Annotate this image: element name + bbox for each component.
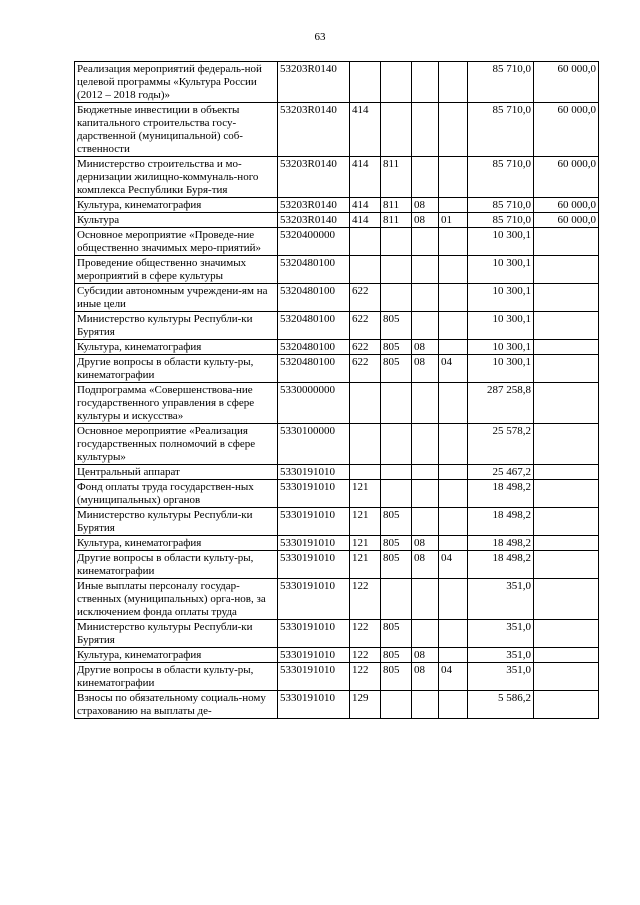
table-row xyxy=(75,62,599,103)
row-grbs-cell: 805 xyxy=(381,340,412,355)
row-csr-cell: 5330191010 xyxy=(278,691,350,719)
row-vr-cell: 122 xyxy=(350,648,381,663)
table-row xyxy=(75,228,599,256)
row-sum2-cell xyxy=(534,551,599,579)
row-grbs-cell xyxy=(381,465,412,480)
row-rz-cell xyxy=(412,691,439,719)
row-vr-cell: 122 xyxy=(350,620,381,648)
row-csr-cell: 5320480100 xyxy=(278,312,350,340)
row-grbs-cell: 805 xyxy=(381,551,412,579)
table-row xyxy=(75,648,599,663)
row-name-cell: Министерство культуры Республи-ки Бурятия xyxy=(75,508,278,536)
row-name-cell: Фонд оплаты труда государствен-ных (муниципальных) органов xyxy=(75,480,278,508)
row-pr-cell xyxy=(439,198,468,213)
row-pr-cell: 04 xyxy=(439,355,468,383)
row-sum2-cell xyxy=(534,284,599,312)
row-vr-cell: 121 xyxy=(350,551,381,579)
row-vr-cell xyxy=(350,228,381,256)
row-pr-cell xyxy=(439,228,468,256)
row-rz-cell: 08 xyxy=(412,198,439,213)
row-vr-cell xyxy=(350,424,381,465)
row-vr-cell: 414 xyxy=(350,157,381,198)
row-rz-cell xyxy=(412,424,439,465)
row-vr-cell: 622 xyxy=(350,284,381,312)
row-grbs-cell xyxy=(381,579,412,620)
row-sum2-cell xyxy=(534,648,599,663)
row-sum2-cell xyxy=(534,508,599,536)
row-pr-cell xyxy=(439,536,468,551)
table-row xyxy=(75,355,599,383)
row-pr-cell xyxy=(439,465,468,480)
row-csr-cell: 53203R0140 xyxy=(278,213,350,228)
budget-table xyxy=(74,61,599,719)
row-sum1-cell: 85 710,0 xyxy=(468,157,534,198)
table-row xyxy=(75,536,599,551)
row-vr-cell xyxy=(350,383,381,424)
table-row xyxy=(75,213,599,228)
row-rz-cell xyxy=(412,256,439,284)
row-pr-cell xyxy=(439,480,468,508)
row-rz-cell xyxy=(412,157,439,198)
row-rz-cell xyxy=(412,465,439,480)
row-name-cell: Бюджетные инвестиции в объекты капитального строительства госу-дарственной (муниципальной) соб-ственности xyxy=(75,103,278,157)
row-grbs-cell: 805 xyxy=(381,536,412,551)
row-grbs-cell: 811 xyxy=(381,213,412,228)
row-grbs-cell xyxy=(381,480,412,508)
row-vr-cell: 122 xyxy=(350,663,381,691)
row-rz-cell xyxy=(412,284,439,312)
table-row xyxy=(75,103,599,157)
row-pr-cell xyxy=(439,579,468,620)
table-row xyxy=(75,579,599,620)
row-name-cell: Проведение общественно значимых мероприятий в сфере культуры xyxy=(75,256,278,284)
row-grbs-cell xyxy=(381,256,412,284)
row-name-cell: Центральный аппарат xyxy=(75,465,278,480)
row-csr-cell: 5330191010 xyxy=(278,648,350,663)
row-sum1-cell: 85 710,0 xyxy=(468,103,534,157)
row-csr-cell: 53203R0140 xyxy=(278,198,350,213)
row-sum2-cell: 60 000,0 xyxy=(534,62,599,103)
row-csr-cell: 5330000000 xyxy=(278,383,350,424)
table-row xyxy=(75,312,599,340)
row-csr-cell: 5330100000 xyxy=(278,424,350,465)
row-pr-cell: 04 xyxy=(439,663,468,691)
row-sum1-cell: 18 498,2 xyxy=(468,480,534,508)
row-csr-cell: 5320400000 xyxy=(278,228,350,256)
row-csr-cell: 5320480100 xyxy=(278,355,350,383)
row-grbs-cell: 805 xyxy=(381,648,412,663)
row-grbs-cell xyxy=(381,691,412,719)
row-grbs-cell: 805 xyxy=(381,508,412,536)
row-sum2-cell: 60 000,0 xyxy=(534,157,599,198)
row-sum1-cell: 10 300,1 xyxy=(468,256,534,284)
row-grbs-cell xyxy=(381,424,412,465)
table-row xyxy=(75,383,599,424)
row-vr-cell: 622 xyxy=(350,355,381,383)
row-sum2-cell xyxy=(534,312,599,340)
row-sum2-cell: 60 000,0 xyxy=(534,103,599,157)
row-csr-cell: 5330191010 xyxy=(278,480,350,508)
row-sum1-cell: 10 300,1 xyxy=(468,340,534,355)
table-row xyxy=(75,551,599,579)
row-name-cell: Основное мероприятие «Реализация государственных полномочий в сфере культуры» xyxy=(75,424,278,465)
row-pr-cell: 04 xyxy=(439,551,468,579)
row-csr-cell: 5320480100 xyxy=(278,284,350,312)
row-grbs-cell xyxy=(381,103,412,157)
row-rz-cell xyxy=(412,103,439,157)
row-csr-cell: 53203R0140 xyxy=(278,103,350,157)
row-csr-cell: 5330191010 xyxy=(278,620,350,648)
row-sum1-cell: 10 300,1 xyxy=(468,355,534,383)
row-pr-cell xyxy=(439,312,468,340)
row-sum2-cell xyxy=(534,663,599,691)
row-grbs-cell: 811 xyxy=(381,157,412,198)
row-grbs-cell: 805 xyxy=(381,620,412,648)
row-grbs-cell xyxy=(381,284,412,312)
row-name-cell: Реализация мероприятий федераль-ной целевой программы «Культура России (2012 – 2018 годы)» xyxy=(75,62,278,103)
row-grbs-cell xyxy=(381,228,412,256)
row-name-cell: Взносы по обязательному социаль-ному страхованию на выплаты де- xyxy=(75,691,278,719)
row-rz-cell: 08 xyxy=(412,213,439,228)
row-grbs-cell xyxy=(381,383,412,424)
table-row xyxy=(75,508,599,536)
table-row xyxy=(75,424,599,465)
row-name-cell: Культура, кинематография xyxy=(75,648,278,663)
row-sum2-cell xyxy=(534,340,599,355)
row-rz-cell: 08 xyxy=(412,340,439,355)
row-pr-cell xyxy=(439,383,468,424)
row-rz-cell xyxy=(412,62,439,103)
row-rz-cell: 08 xyxy=(412,551,439,579)
page-number: 63 xyxy=(314,31,326,43)
row-rz-cell xyxy=(412,620,439,648)
row-csr-cell: 5330191010 xyxy=(278,465,350,480)
row-sum1-cell: 351,0 xyxy=(468,620,534,648)
row-rz-cell: 08 xyxy=(412,663,439,691)
row-rz-cell: 08 xyxy=(412,355,439,383)
row-vr-cell: 121 xyxy=(350,536,381,551)
table-row xyxy=(75,663,599,691)
row-sum2-cell xyxy=(534,256,599,284)
row-rz-cell xyxy=(412,480,439,508)
row-name-cell: Министерство строительства и мо-дернизации жилищно-коммуналь-ного комплекса Республики Буря-тия xyxy=(75,157,278,198)
row-sum1-cell: 25 467,2 xyxy=(468,465,534,480)
row-sum1-cell: 85 710,0 xyxy=(468,213,534,228)
table-row xyxy=(75,284,599,312)
row-name-cell: Министерство культуры Республи-ки Бурятия xyxy=(75,312,278,340)
row-vr-cell: 414 xyxy=(350,103,381,157)
row-sum1-cell: 18 498,2 xyxy=(468,536,534,551)
row-csr-cell: 53203R0140 xyxy=(278,62,350,103)
row-sum2-cell xyxy=(534,465,599,480)
row-grbs-cell: 811 xyxy=(381,198,412,213)
row-sum1-cell: 5 586,2 xyxy=(468,691,534,719)
row-vr-cell: 122 xyxy=(350,579,381,620)
row-name-cell: Культура, кинематография xyxy=(75,536,278,551)
row-vr-cell xyxy=(350,62,381,103)
row-vr-cell xyxy=(350,465,381,480)
row-pr-cell xyxy=(439,157,468,198)
row-rz-cell: 08 xyxy=(412,648,439,663)
row-name-cell: Другие вопросы в области культу-ры, кинематографии xyxy=(75,551,278,579)
row-sum1-cell: 351,0 xyxy=(468,648,534,663)
row-name-cell: Министерство культуры Республи-ки Бурятия xyxy=(75,620,278,648)
row-pr-cell: 01 xyxy=(439,213,468,228)
row-grbs-cell: 805 xyxy=(381,355,412,383)
row-pr-cell xyxy=(439,340,468,355)
row-csr-cell: 5330191010 xyxy=(278,536,350,551)
row-rz-cell xyxy=(412,508,439,536)
row-sum2-cell xyxy=(534,536,599,551)
row-name-cell: Культура, кинематография xyxy=(75,340,278,355)
row-sum2-cell xyxy=(534,620,599,648)
row-sum1-cell: 351,0 xyxy=(468,579,534,620)
row-sum1-cell: 85 710,0 xyxy=(468,198,534,213)
row-name-cell: Культура, кинематография xyxy=(75,198,278,213)
row-grbs-cell: 805 xyxy=(381,312,412,340)
row-grbs-cell: 805 xyxy=(381,663,412,691)
row-vr-cell: 121 xyxy=(350,480,381,508)
row-vr-cell: 622 xyxy=(350,340,381,355)
row-vr-cell: 414 xyxy=(350,213,381,228)
row-pr-cell xyxy=(439,62,468,103)
table-row xyxy=(75,620,599,648)
row-rz-cell xyxy=(412,579,439,620)
table-row xyxy=(75,480,599,508)
row-name-cell: Другие вопросы в области культу-ры, кинематографии xyxy=(75,663,278,691)
row-csr-cell: 5320480100 xyxy=(278,340,350,355)
row-sum2-cell: 60 000,0 xyxy=(534,213,599,228)
row-name-cell: Подпрограмма «Совершенствова-ние государственного управления в сфере культуры и искусства» xyxy=(75,383,278,424)
row-rz-cell xyxy=(412,228,439,256)
row-sum1-cell: 25 578,2 xyxy=(468,424,534,465)
row-grbs-cell xyxy=(381,62,412,103)
row-rz-cell xyxy=(412,312,439,340)
row-sum2-cell xyxy=(534,355,599,383)
row-rz-cell xyxy=(412,383,439,424)
row-sum2-cell xyxy=(534,383,599,424)
row-name-cell: Иные выплаты персоналу государ-ственных (муниципальных) орга-нов, за исключением фонда оплаты труда xyxy=(75,579,278,620)
row-sum2-cell xyxy=(534,691,599,719)
row-sum2-cell xyxy=(534,228,599,256)
row-sum2-cell xyxy=(534,424,599,465)
row-pr-cell xyxy=(439,508,468,536)
row-name-cell: Основное мероприятие «Проведе-ние общественно значимых меро-приятий» xyxy=(75,228,278,256)
row-sum1-cell: 10 300,1 xyxy=(468,228,534,256)
table-row xyxy=(75,256,599,284)
row-rz-cell: 08 xyxy=(412,536,439,551)
row-vr-cell: 414 xyxy=(350,198,381,213)
row-sum1-cell: 10 300,1 xyxy=(468,312,534,340)
row-sum2-cell xyxy=(534,579,599,620)
row-csr-cell: 5330191010 xyxy=(278,579,350,620)
row-sum1-cell: 18 498,2 xyxy=(468,508,534,536)
row-pr-cell xyxy=(439,103,468,157)
table-row xyxy=(75,340,599,355)
row-sum1-cell: 287 258,8 xyxy=(468,383,534,424)
row-sum1-cell: 18 498,2 xyxy=(468,551,534,579)
row-vr-cell: 129 xyxy=(350,691,381,719)
row-sum2-cell: 60 000,0 xyxy=(534,198,599,213)
row-name-cell: Другие вопросы в области культу-ры, кинематографии xyxy=(75,355,278,383)
row-pr-cell xyxy=(439,620,468,648)
row-csr-cell: 5320480100 xyxy=(278,256,350,284)
row-vr-cell xyxy=(350,256,381,284)
row-csr-cell: 5330191010 xyxy=(278,663,350,691)
row-csr-cell: 53203R0140 xyxy=(278,157,350,198)
row-sum2-cell xyxy=(534,480,599,508)
row-vr-cell: 622 xyxy=(350,312,381,340)
row-sum1-cell: 85 710,0 xyxy=(468,62,534,103)
table-row xyxy=(75,198,599,213)
table-row xyxy=(75,691,599,719)
row-pr-cell xyxy=(439,284,468,312)
row-csr-cell: 5330191010 xyxy=(278,508,350,536)
row-sum1-cell: 351,0 xyxy=(468,663,534,691)
row-name-cell: Культура xyxy=(75,213,278,228)
row-name-cell: Субсидии автономным учреждени-ям на иные цели xyxy=(75,284,278,312)
row-pr-cell xyxy=(439,424,468,465)
row-pr-cell xyxy=(439,691,468,719)
table-row xyxy=(75,465,599,480)
row-pr-cell xyxy=(439,648,468,663)
row-vr-cell: 121 xyxy=(350,508,381,536)
table-body xyxy=(75,62,599,719)
row-sum1-cell: 10 300,1 xyxy=(468,284,534,312)
row-pr-cell xyxy=(439,256,468,284)
table-row xyxy=(75,157,599,198)
row-csr-cell: 5330191010 xyxy=(278,551,350,579)
